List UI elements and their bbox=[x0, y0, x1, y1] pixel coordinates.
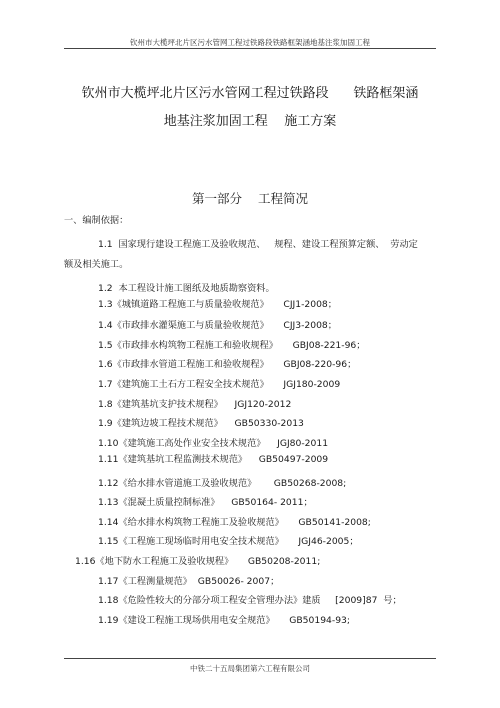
document-title-line-1: 钦州市大榄坪北片区污水管网工程过铁路段 铁路框架涵 bbox=[81, 86, 419, 101]
section-heading: 一、编制依据： bbox=[64, 215, 129, 226]
list-item: 1.18《危险性较大的分部分项工程安全管理办法》建质 [2009]87 号； bbox=[98, 595, 402, 606]
list-item: 1.11《建筑基坑工程监测技术规范》 GB50497-2009 bbox=[98, 454, 329, 465]
list-item: 1.15《工程施工现场临时用电安全技术规范》 JGJ46-2005； bbox=[98, 536, 359, 547]
document-title-line-2: 地基注浆加固工程 施工方案 bbox=[163, 114, 337, 129]
list-item: 1.6《市政排水管道工程施工和验收规程》 GBJ08-220-96； bbox=[98, 359, 357, 370]
part-heading: 第一部分 工程简况 bbox=[192, 191, 308, 206]
list-item: 额及相关施工。 bbox=[64, 259, 129, 270]
running-footer: 中铁二十五局集团第六工程有限公司 bbox=[190, 664, 310, 673]
list-item: 1.14《给水排水构筑物工程施工及验收规范》 GB50141-2008; bbox=[98, 517, 371, 528]
list-item: 1.7《建筑施工土石方工程安全技术规范》 JGJ180-2009 bbox=[98, 379, 341, 390]
list-item: 1.19《建设工程施工现场供用电安全规范》 GB50194-93; bbox=[98, 615, 350, 626]
running-header: 钦州市大榄坪北片区污水管网工程过铁路段铁路框架涵地基注浆加固工程 bbox=[130, 38, 370, 47]
header-divider bbox=[64, 48, 436, 49]
footer-divider bbox=[64, 658, 436, 659]
list-item: 1.16《地下防水工程施工及验收规程》 GB50208-2011; bbox=[75, 556, 321, 567]
list-item: 1.3《城镇道路工程施工与质量验收规范》 CJJ1-2008； bbox=[98, 299, 337, 310]
list-item: 1.12《给水排水管道施工及验收规范》 GB50268-2008; bbox=[98, 478, 347, 489]
list-item: 1.1 国家现行建设工程施工及验收规范、 规程、建设工程预算定额、 劳动定 bbox=[98, 239, 418, 250]
list-item: 1.9《建筑边坡工程技术规范》 GB50330-2013 bbox=[98, 418, 304, 429]
list-item: 1.17《工程测量规范》 GB50026- 2007； bbox=[98, 576, 280, 587]
list-item: 1.2 本工程设计施工图纸及地质勘察资料。 bbox=[98, 283, 275, 294]
list-item: 1.8《建筑基坑支护技术规程》 JGJ120-2012 bbox=[98, 399, 292, 410]
list-item: 1.5《市政排水构筑物工程施工和验收规程》 GBJ08-221-96； bbox=[98, 340, 366, 351]
list-item: 1.10《建筑施工高处作业安全技术规范》 JGJ80-2011 bbox=[98, 438, 329, 449]
list-item: 1.13《混凝土质量控制标准》 GB50164- 2011； bbox=[98, 497, 313, 508]
list-item: 1.4《市政排水灌渠施工与质量验收规范》 CJJ3-2008； bbox=[98, 320, 337, 331]
